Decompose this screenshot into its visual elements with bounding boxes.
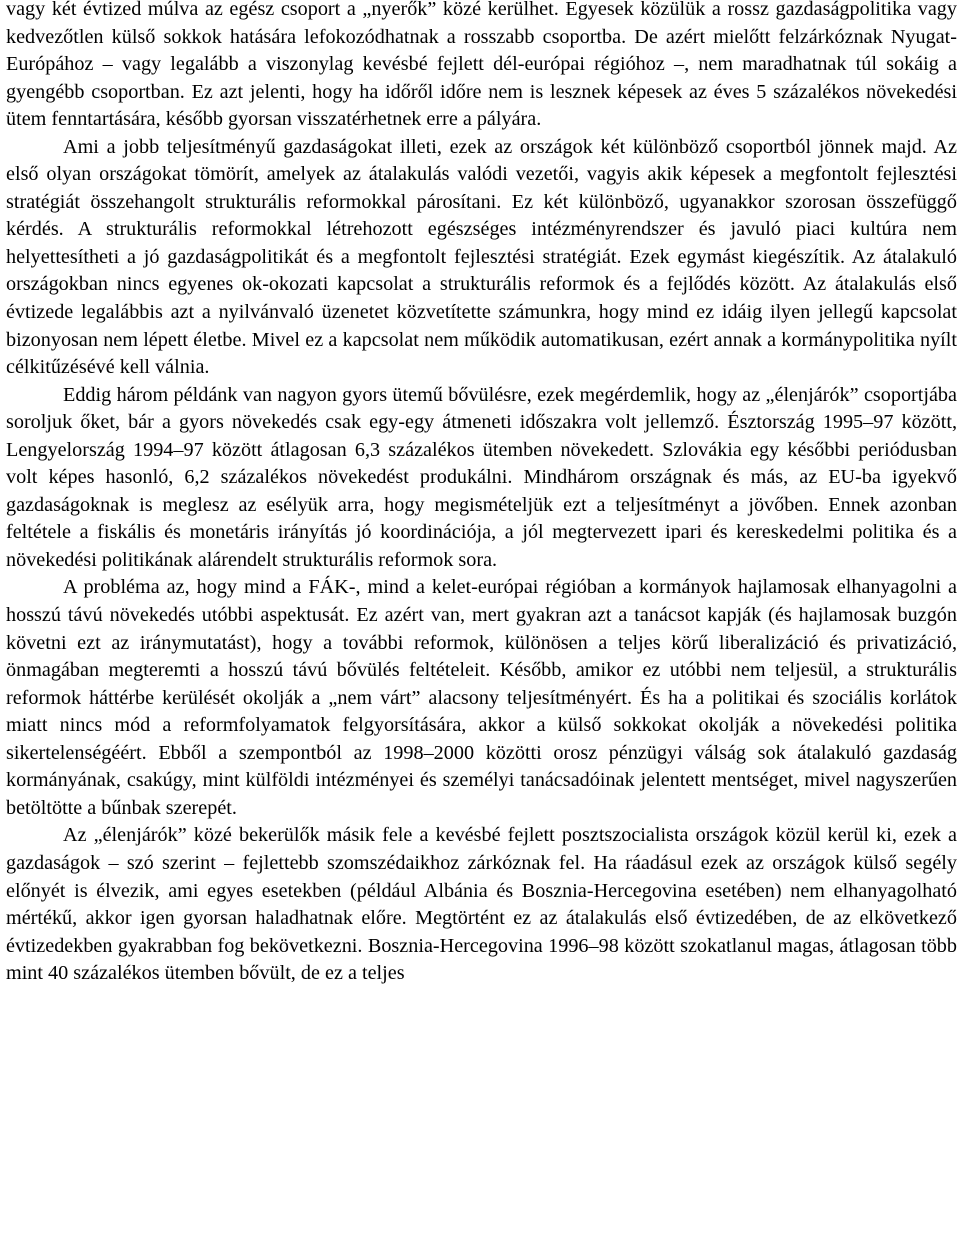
paragraph-1: vagy két évtized múlva az egész csoport a „nyerők” közé kerülhet. Egyesek közülük a rossz gazdaságpolitika vagy kedvezőtlen külső sokkok hatására lefokozódhatnak a rosszabb csoportba. De azért mielőtt felzárkóznak Nyugat-Európához – vagy legalább a viszonylag kevésbé fejlett dél-európai régióhoz –, nem maradhatnak túl sokáig a gyengébb csoportban. Ez azt jelenti, hogy ha időről időre nem is lesznek képesek az éves 5 százalékos növekedési ütem fenntartására, később gyorsan visszatérhetnek erre a pályára. [6,0,957,131]
paragraph-4: A probléma az, hogy mind a FÁK-, mind a kelet-európai régióban a kormányok hajlamosak elhanyagolni a hosszú távú növekedés utóbbi aspektusát. Ez azért van, mert gyakran azt a tanácsot kapják (és hajlamosak buzgón követni ezt az iránymutatást), hogy a további reformok, különösen a teljes körű liberalizáció és privatizáció, önmagában megteremti a hosszú távú bővülés feltételeit. Később, amikor ez utóbbi nem teljesül, a strukturális reformok háttérbe kerülését okolják a „nem várt” alacsony teljesítményért. És ha a politikai és szociális korlátok miatt nincs mód a reformfolyamatok felgyorsítására, akkor a külső sokkokat okolják a növekedési politika sikertelenségéért. Ebből a szempontból az 1998–2000 közötti orosz pénzügyi válság sok átalakuló gazdaság kormányának, csakúgy, mint külföldi intézményei és személyi tanácsadóinak jelentett mentséget, mivel nagyszerűen betöltötte a bűnbak szerepét. [6,576,957,819]
body-text [6,0,957,988]
paragraph-3: Eddig három példánk van nagyon gyors ütemű bővülésre, ezek megérdemlik, hogy az „élenjárók” csoportjába soroljuk őket, bár a gyors növekedés csak egy-egy átmeneti időszakra volt jellemző. Észtország 1995–97 között, Lengyelország 1994–97 között átlagosan 6,3 százalékos ütemben növekedett. Szlovákia egy későbbi periódusban volt képes hasonló, 6,2 százalékos növekedést produkálni. Mindhárom országnak és más, az EU-ba igyekvő gazdaságoknak is meglesz az esélyük arra, hogy megismételjük ezt a teljesítményt a jövőben. Ennek azonban feltétele a fiskális és monetáris irányítás jó koordinációja, a jól megtervezett ipari és kereskedelmi politika és a növekedési politikának alárendelt strukturális reformok sora. [6,383,957,571]
paragraph-2: Ami a jobb teljesítményű gazdaságokat illeti, ezek az országok két különböző csoportból jönnek majd. Az első olyan országokat tömörít, amelyek az átalakulás valódi vezetői, vagyis akik képesek a megfontolt fejlesztési stratégiát összehangolt strukturális reformokkal párosítani. Ez két különböző, ugyanakkor szorosan összefüggő kérdés. A strukturális reformokkal létrehozott egészséges intézményrendszer és javuló piaci kultúra nem helyettesítheti a jó gazdaságpolitikát és a megfontolt fejlesztési stratégiát. Ezek egymást kiegészítik. Az átalakuló országokban nincs egyenes ok-okozati kapcsolat a strukturális reformok és a fejlődés között. Az átalakulás első évtizede legalábbis azt a nyilvánvaló üzenetet közvetítette számunkra, hogy mind ez idáig ilyen jellegű kapcsolat bizonyosan nem lépett életbe. Mivel ez a kapcsolat nem működik automatikusan, ezért annak a kormánypolitika nyílt célkitűzésévé kell válnia. [6,135,957,379]
paragraph-5: Az „élenjárók” közé bekerülők másik fele a kevésbé fejlett posztszocialista országok közül kerül ki, ezek a gazdaságok – szó szerint – fejlettebb szomszédaikhoz zárkóznak fel. Ha ráadásul ezek az országok külső segély előnyét is élvezik, ami egyes esetekben (például Albánia és Bosznia-Hercegovina esetében) nem elhanyagolható mértékű, akkor igen gyorsan haladhatnak előre. Megtörtént ez az átalakulás első évtizedében, de az elkövetkező évtizedekben gyakrabban fog bekövetkezni. Bosznia-Hercegovina 1996–98 között szokatlanul magas, átlagosan több mint 40 százalékos ütemben bővült, de ez a teljes [6,824,957,985]
